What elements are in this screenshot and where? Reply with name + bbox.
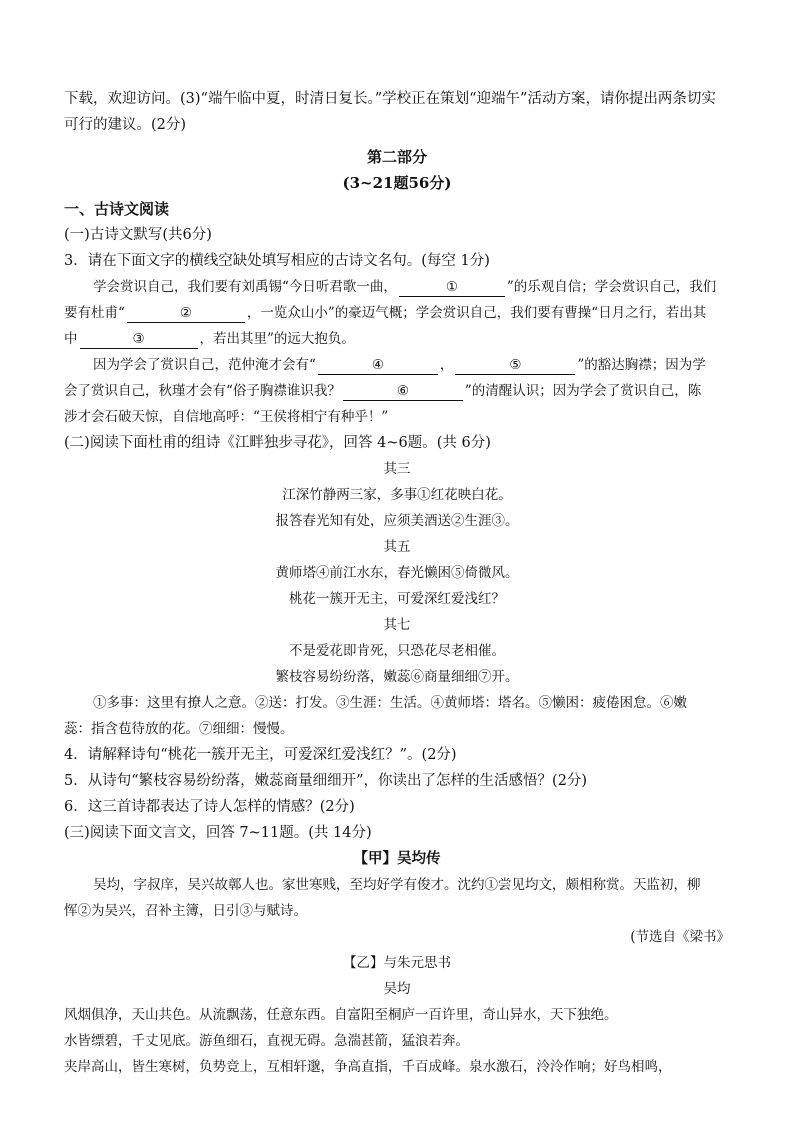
passage1-line-3 xyxy=(64,326,730,352)
poem-3-line-1: 江深竹静两三家，多事①红花映白花。 xyxy=(282,487,512,503)
section2-subheading: (二)阅读下面杜甫的组诗《江畔独步寻花》，回答 4~6题。(共 6分) xyxy=(64,435,491,451)
question-6: 6．这三首诗都表达了诗人怎样的情感？(2分) xyxy=(64,799,355,815)
text-yi-line-2: 水皆缥碧，千丈见底。游鱼细石，直视无碍。急湍甚箭，猛浪若奔。 xyxy=(64,1033,469,1049)
passage-text: ”的乐观自信；学会赏识自己，我们 xyxy=(506,279,717,295)
section1-heading: 一、古诗文阅读 xyxy=(64,200,170,218)
passage-text: 学会赏识自己，我们要有刘禹锡“今日听君歌一曲， xyxy=(93,279,397,295)
poem-notes-line-2: 蕊：指含苞待放的花。⑦细细：慢慢。 xyxy=(64,721,294,737)
fill-blank-5: ⑤ xyxy=(455,356,575,375)
passage1-line-2 xyxy=(64,300,730,326)
intro-line-1: 下载，欢迎访问。(3)“端午临中夏，时清日复长。”学校正在策划“迎端午”活动方案，请你提出两条切实 xyxy=(64,91,716,107)
passage-text: 中 xyxy=(64,331,78,347)
poem-7-line-1: 不是爱花即肯死，只恐花尽老相催。 xyxy=(289,643,505,659)
passage-text: ，若出其里”的远大抱负。 xyxy=(199,331,355,347)
passage-text: 因为学会了赏识自己，范仲淹才会有“ xyxy=(93,357,316,373)
fill-blank-3: ③ xyxy=(80,330,198,349)
fill-blank-1: ① xyxy=(399,278,505,297)
passage2-line-3: 涉才会石破天惊，自信地高呼：“王侯将相宁有种乎！” xyxy=(64,409,389,425)
question-4: 4．请解释诗句“桃花一簇开无主，可爱深红爱浅红？”。(2分) xyxy=(64,747,457,763)
question-3: 3．请在下面文字的横线空缺处填写相应的古诗文名句。(每空 1分) xyxy=(64,253,490,269)
passage-text: ， xyxy=(439,357,454,373)
passage-text: ”的豁达胸襟；因为学 xyxy=(577,357,706,373)
text-yi-author: 吴均 xyxy=(383,981,411,997)
passage-text: ，一览众山小”的豪迈气概；学会赏识自己，我们要有曹操“日月之行，若出其 xyxy=(246,305,707,321)
text-yi-title: 【乙】与朱元思书 xyxy=(343,955,451,971)
poem-5-line-1: 黄师塔④前江水东，春光懒困⑤倚微风。 xyxy=(275,565,519,581)
text-yi-line-3: 夹岸高山，皆生寒树，负势竞上，互相轩邈，争高直指，千百成峰。泉水激石，泠泠作响；好鸟相鸣， xyxy=(64,1059,672,1075)
fill-blank-6: ⑥ xyxy=(343,382,463,401)
section1-subheading: (一)古诗文默写(共6分) xyxy=(64,227,212,243)
poem-3-line-2: 报答春光知有处，应须美酒送②生涯③。 xyxy=(275,513,519,529)
text-jia-line-2: 恽②为吴兴，召补主簿，日引③与赋诗。 xyxy=(64,903,307,919)
passage-text: 会了赏识自己，秋瑾才会有“俗子胸襟谁识我？ xyxy=(64,383,341,399)
poem-5-title: 其五 xyxy=(383,539,411,555)
passage2-line-1 xyxy=(64,352,730,378)
poem-7-line-2: 繁枝容易纷纷落，嫩蕊⑥商量细细⑦开。 xyxy=(275,669,519,685)
fill-blank-4: ④ xyxy=(318,356,438,375)
text-jia-source: (节选自《梁书》 xyxy=(630,929,730,945)
passage2-line-2 xyxy=(64,378,730,404)
passage1-line-1 xyxy=(64,274,730,300)
poem-3-title: 其三 xyxy=(383,461,411,477)
document-page xyxy=(64,86,730,1080)
section3-subheading: (三)阅读下面文言文，回答 7~11题。(共 14分) xyxy=(64,825,372,841)
question-5: 5．从诗句“繁枝容易纷纷落，嫩蕊商量细细开”，你读出了怎样的生活感悟？(2分) xyxy=(64,773,588,789)
text-yi-line-1: 风烟俱净，天山共色。从流飘荡，任意东西。自富阳至桐庐一百许里，奇山异水，天下独绝。 xyxy=(64,1007,618,1023)
poem-notes-line-1: ①多事：这里有撩人之意。②送：打发。③生涯：生活。④黄师塔：塔名。⑤懒困：疲倦困怠。⑥嫩 xyxy=(93,695,687,711)
poem-5-line-2: 桃花一簇开无主，可爱深红爱浅红？ xyxy=(289,591,505,607)
text-jia-title: 【甲】吴均传 xyxy=(353,850,441,867)
part2-subtitle: (3~21题56分) xyxy=(342,174,452,192)
part2-title: 第二部分 xyxy=(366,148,427,166)
poem-7-title: 其七 xyxy=(383,617,411,633)
text-jia-line-1: 吴均，字叔庠，吴兴故鄣人也。家世寒贱，至均好学有俊才。沈约①尝见均文，颇相称赏。天监初，柳 xyxy=(93,877,701,893)
passage-text: ”的清醒认识；因为学会了赏识自己，陈 xyxy=(464,383,702,399)
passage-text: 要有杜甫“ xyxy=(64,305,125,321)
intro-line-2: 可行的建议。(2分) xyxy=(64,117,187,133)
fill-blank-2: ② xyxy=(127,304,245,323)
